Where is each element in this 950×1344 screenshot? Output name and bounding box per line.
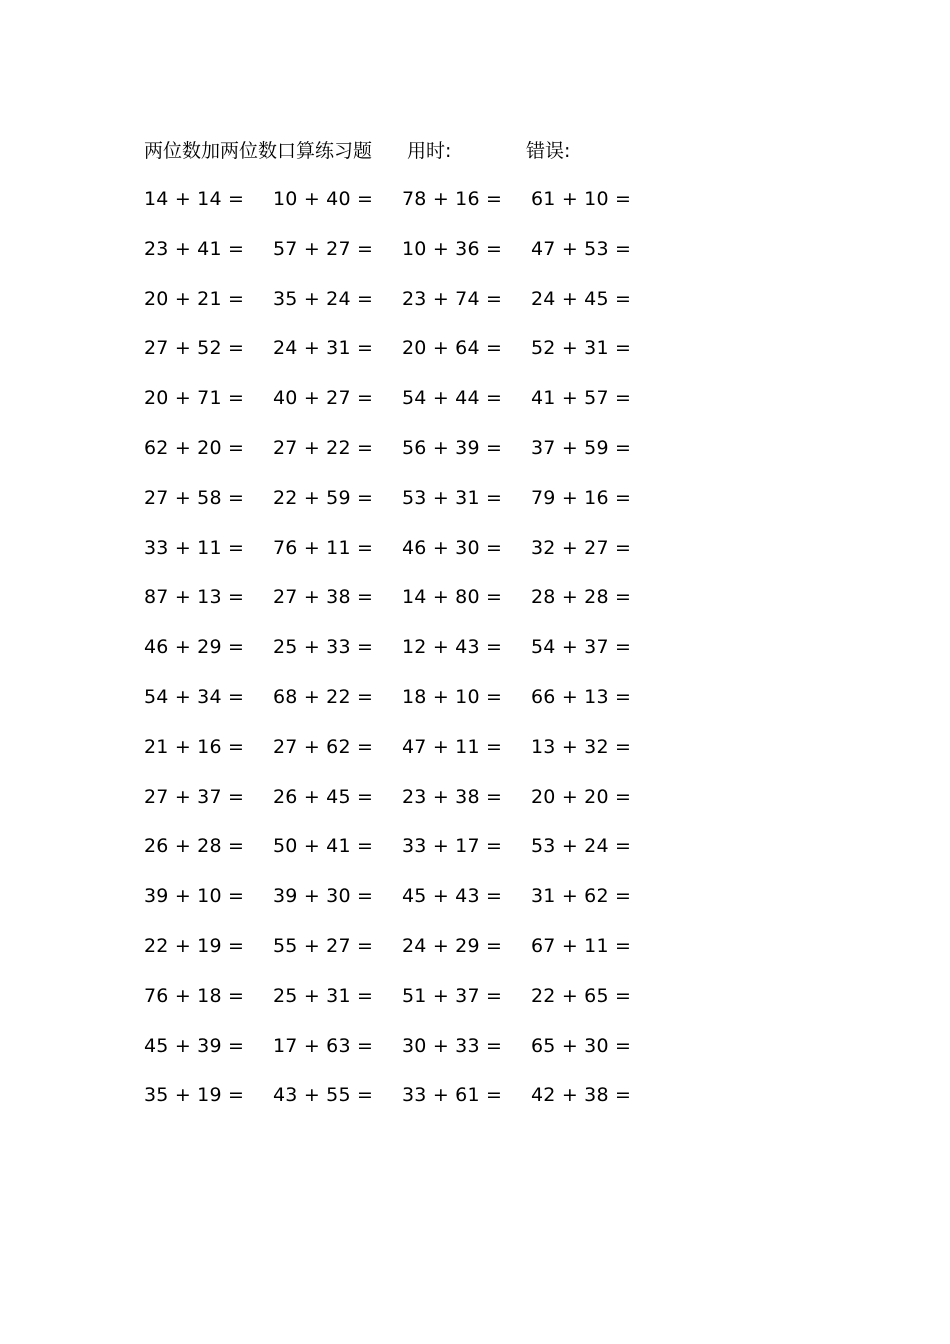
problem-item: 26 + 45 = — [273, 785, 374, 808]
problem-item: 43 + 55 = — [273, 1084, 374, 1107]
problem-item: 39 + 30 = — [273, 885, 374, 908]
problem-item: 12 + 43 = — [402, 636, 503, 659]
problem-item: 27 + 22 = — [273, 436, 374, 459]
problem-item: 22 + 59 = — [273, 486, 374, 509]
problem-item: 25 + 31 = — [273, 984, 374, 1007]
problem-item: 62 + 20 = — [144, 436, 245, 459]
problem-item: 30 + 33 = — [402, 1034, 503, 1057]
problem-item: 41 + 57 = — [531, 387, 632, 410]
problem-item: 61 + 10 = — [531, 188, 632, 210]
problem-item: 79 + 16 = — [531, 486, 632, 509]
problem-item: 55 + 27 = — [273, 934, 374, 957]
problem-item: 35 + 19 = — [144, 1084, 245, 1107]
problem-item: 45 + 43 = — [402, 885, 503, 908]
worksheet-title: 两位数加两位数口算练习题 — [144, 140, 373, 162]
problem-item: 13 + 32 = — [531, 735, 632, 758]
problem-item: 22 + 19 = — [144, 934, 245, 957]
problem-item: 54 + 34 = — [144, 685, 245, 708]
problem-item: 54 + 37 = — [531, 636, 632, 659]
problem-item: 52 + 31 = — [531, 337, 632, 360]
time-used-label: 用时: — [407, 140, 452, 162]
errors-label: 错误: — [526, 140, 571, 162]
problem-item: 27 + 38 = — [273, 586, 374, 609]
problem-item: 31 + 62 = — [531, 885, 632, 908]
problem-item: 39 + 10 = — [144, 885, 245, 908]
problem-item: 57 + 27 = — [273, 237, 374, 260]
problem-item: 40 + 27 = — [273, 387, 374, 410]
problem-item: 17 + 63 = — [273, 1034, 374, 1057]
problem-item: 66 + 13 = — [531, 685, 632, 708]
problem-item: 76 + 11 = — [273, 536, 374, 559]
problem-item: 68 + 22 = — [273, 685, 374, 708]
problem-item: 67 + 11 = — [531, 934, 632, 957]
problem-item: 53 + 31 = — [402, 486, 503, 509]
problem-item: 87 + 13 = — [144, 586, 245, 609]
problem-item: 42 + 38 = — [531, 1084, 632, 1107]
problem-item: 23 + 38 = — [402, 785, 503, 808]
problem-item: 33 + 17 = — [402, 835, 503, 858]
problem-item: 24 + 31 = — [273, 337, 374, 360]
problem-item: 47 + 53 = — [531, 237, 632, 260]
worksheet-header — [144, 136, 844, 166]
problem-item: 50 + 41 = — [273, 835, 374, 858]
problem-item: 65 + 30 = — [531, 1034, 632, 1057]
problem-item: 25 + 33 = — [273, 636, 374, 659]
problem-item: 46 + 30 = — [402, 536, 503, 559]
problem-item: 24 + 45 = — [531, 287, 632, 310]
problem-item: 45 + 39 = — [144, 1034, 245, 1057]
problem-item: 32 + 27 = — [531, 536, 632, 559]
problem-item: 56 + 39 = — [402, 436, 503, 459]
problem-item: 27 + 37 = — [144, 785, 245, 808]
problem-item: 76 + 18 = — [144, 984, 245, 1007]
problem-item: 28 + 28 = — [531, 586, 632, 609]
problem-item: 14 + 14 = — [144, 188, 245, 210]
problem-item: 27 + 62 = — [273, 735, 374, 758]
problem-item: 14 + 80 = — [402, 586, 503, 609]
problem-item: 21 + 16 = — [144, 735, 245, 758]
problem-item: 47 + 11 = — [402, 735, 503, 758]
problem-item: 23 + 74 = — [402, 287, 503, 310]
problem-item: 23 + 41 = — [144, 237, 245, 260]
problem-item: 33 + 61 = — [402, 1084, 503, 1107]
problem-item: 20 + 71 = — [144, 387, 245, 410]
problem-grid — [144, 184, 704, 1130]
problem-item: 10 + 36 = — [402, 237, 503, 260]
problem-item: 27 + 52 = — [144, 337, 245, 360]
problem-item: 20 + 21 = — [144, 287, 245, 310]
problem-item: 78 + 16 = — [402, 188, 503, 210]
problem-item: 33 + 11 = — [144, 536, 245, 559]
problem-item: 20 + 64 = — [402, 337, 503, 360]
problem-item: 22 + 65 = — [531, 984, 632, 1007]
problem-item: 46 + 29 = — [144, 636, 245, 659]
problem-item: 26 + 28 = — [144, 835, 245, 858]
problem-item: 24 + 29 = — [402, 934, 503, 957]
problem-item: 35 + 24 = — [273, 287, 374, 310]
problem-item: 54 + 44 = — [402, 387, 503, 410]
problem-item: 18 + 10 = — [402, 685, 503, 708]
problem-item: 53 + 24 = — [531, 835, 632, 858]
problem-item: 37 + 59 = — [531, 436, 632, 459]
problem-item: 27 + 58 = — [144, 486, 245, 509]
problem-item: 10 + 40 = — [273, 188, 374, 210]
problem-item: 20 + 20 = — [531, 785, 632, 808]
problem-item: 51 + 37 = — [402, 984, 503, 1007]
